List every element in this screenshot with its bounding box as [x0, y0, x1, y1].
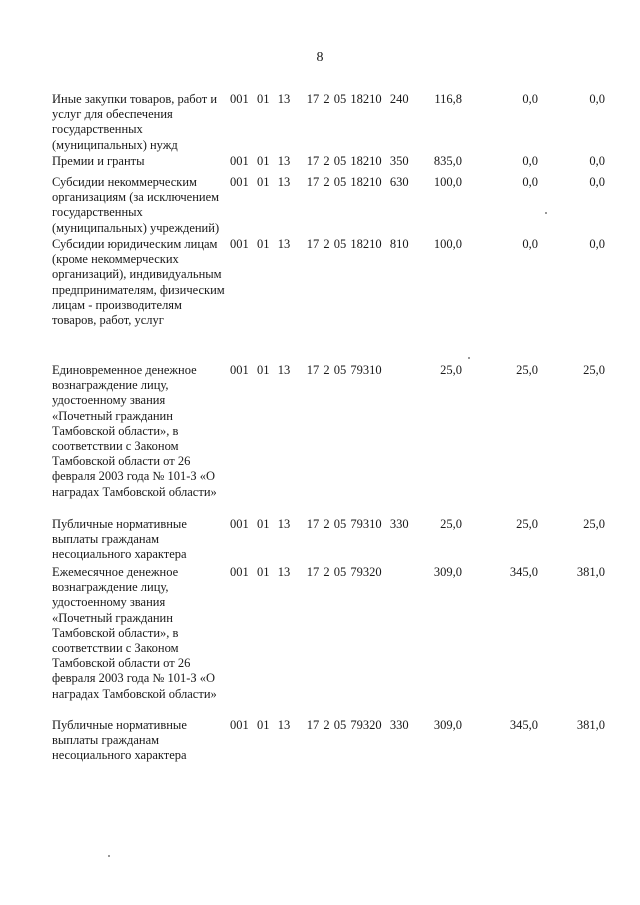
- row-code: 001 01 13 17 2 05 79310: [230, 363, 382, 377]
- row-value-2: 25,0: [516, 517, 538, 531]
- row-value-3: 381,0: [576, 565, 605, 579]
- row-name: Иные закупки товаров, работ и услуг для обеспечения государственных (муниципальных) нужд: [52, 92, 218, 152]
- row-value-1: 835,0: [433, 154, 462, 168]
- row-name: Публичные нормативные выплаты гражданам несоциального характера: [52, 718, 187, 763]
- row-code: 001 01 13 17 2 05 18210 240: [230, 92, 409, 106]
- row-value-2: 345,0: [509, 565, 538, 579]
- scan-speck: [108, 855, 110, 857]
- row-value-2: 0,0: [522, 175, 538, 189]
- row-name: Ежемесячное денежное вознаграждение лицу, удостоенному звания «Почетный гражданин Тамбовской области», в соответствии с Законом Тамбовской области от 26 февраля 2003 года № 101-З «О наградах Тамбовской области»: [52, 565, 217, 701]
- row-value-3: 0,0: [589, 154, 605, 168]
- row-value-3: 0,0: [589, 175, 605, 189]
- row-code: 001 01 13 17 2 05 79320 330: [230, 718, 409, 732]
- row-code: 001 01 13 17 2 05 18210 810: [230, 237, 409, 251]
- row-value-1: 309,0: [433, 565, 462, 579]
- row-code: 001 01 13 17 2 05 79320: [230, 565, 382, 579]
- row-value-1: 309,0: [433, 718, 462, 732]
- row-name: Публичные нормативные выплаты гражданам несоциального характера: [52, 517, 187, 562]
- row-value-1: 25,0: [440, 363, 462, 377]
- row-name: Премии и гранты: [52, 154, 145, 168]
- row-name: Субсидии некоммерческим организациям (за исключением государственных (муниципальных) учреждений): [52, 175, 220, 235]
- row-code: 001 01 13 17 2 05 79310 330: [230, 517, 409, 531]
- row-value-2: 25,0: [516, 363, 538, 377]
- row-value-1: 25,0: [440, 517, 462, 531]
- row-name: Единовременное денежное вознаграждение лицу, удостоенному звания «Почетный гражданин Тамбовской области», в соответствии с Законом Тамбовской области от 26 февраля 2003 года № 101-З «О наградах Тамбовской области»: [52, 363, 217, 499]
- row-value-1: 100,0: [433, 237, 462, 251]
- row-value-2: 0,0: [522, 154, 538, 168]
- row-name: Субсидии юридическим лицам (кроме некоммерческих организаций), индивидуальным предпринимателям, физическим лицам - производителям товаров, работ, услуг: [52, 237, 225, 328]
- row-value-2: 345,0: [509, 718, 538, 732]
- scan-speck: [468, 357, 470, 359]
- row-code: 001 01 13 17 2 05 18210 350: [230, 154, 409, 168]
- row-value-2: 0,0: [522, 92, 538, 106]
- row-value-3: 381,0: [576, 718, 605, 732]
- scan-speck: [545, 212, 547, 214]
- row-value-3: 0,0: [589, 237, 605, 251]
- row-value-2: 0,0: [522, 237, 538, 251]
- row-code: 001 01 13 17 2 05 18210 630: [230, 175, 409, 189]
- row-value-3: 25,0: [583, 363, 605, 377]
- row-value-1: 116,8: [434, 92, 462, 106]
- row-value-1: 100,0: [433, 175, 462, 189]
- row-value-3: 25,0: [583, 517, 605, 531]
- page-number: 8: [316, 50, 324, 65]
- row-value-3: 0,0: [589, 92, 605, 106]
